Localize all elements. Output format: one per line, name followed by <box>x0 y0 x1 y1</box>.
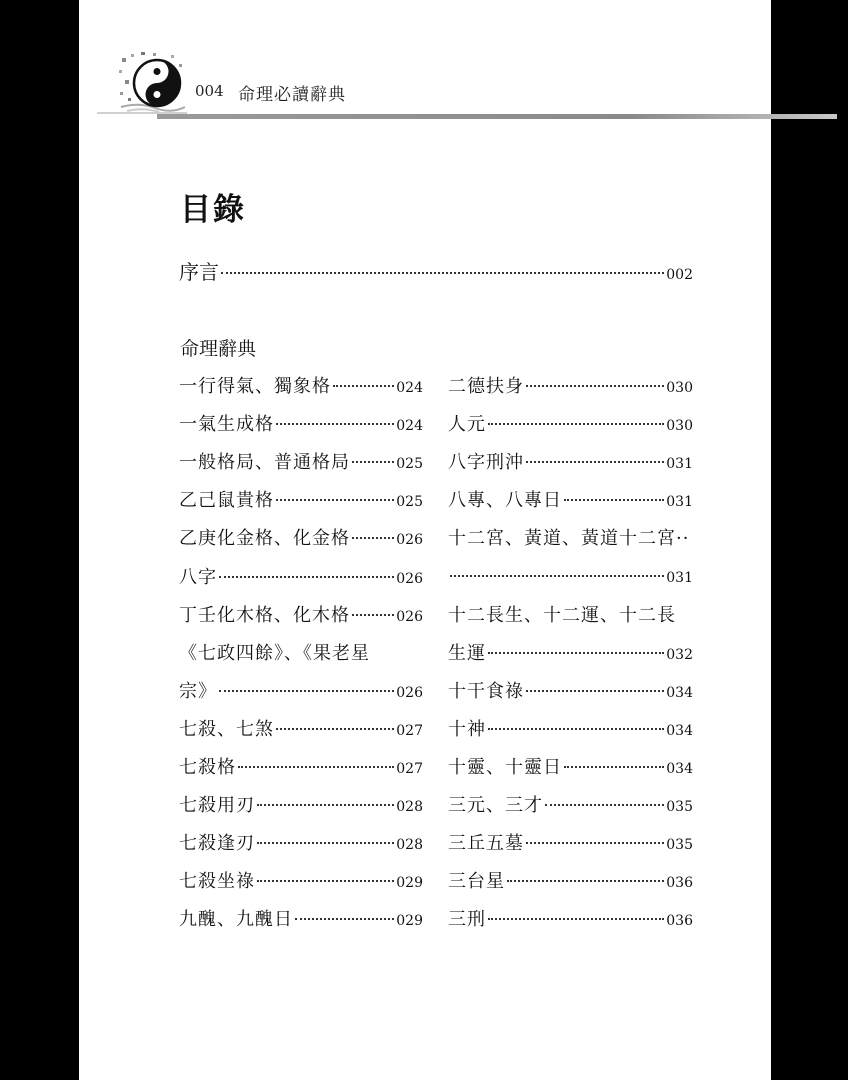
toc-entry[interactable] <box>179 563 423 593</box>
toc-entry-page: 029 <box>396 875 423 891</box>
leader-dots <box>352 537 394 539</box>
toc-entry[interactable] <box>179 829 423 859</box>
toc-entry[interactable] <box>448 448 693 478</box>
toc-entry[interactable] <box>448 829 693 859</box>
toc-entry-page: 024 <box>396 380 423 396</box>
toc-entry-label: 十靈、十靈日 <box>448 757 562 778</box>
toc-entry-label: 八字 <box>179 567 217 588</box>
toc-entry-continued[interactable]: 十二宮、黃道、黃道十二宮·· <box>448 528 690 549</box>
toc-entry-page: 028 <box>396 799 423 815</box>
leader-dots <box>526 461 664 463</box>
toc-entry-label: 三元、三才 <box>448 795 543 816</box>
leader-dots <box>488 918 664 920</box>
yin-yang-icon <box>119 52 185 114</box>
toc-entry-label: 七殺逢刃 <box>179 833 255 854</box>
toc-entry-label: 一行得氣、獨象格 <box>179 376 331 397</box>
toc-entry-page: 031 <box>666 456 693 472</box>
leader-dots <box>488 652 664 654</box>
leader-dots <box>257 880 394 882</box>
toc-entry[interactable] <box>179 715 423 745</box>
toc-entry[interactable] <box>179 867 423 897</box>
toc-entry-page: 036 <box>666 913 693 929</box>
header-rule <box>157 114 837 119</box>
running-header-title: 命理必讀辭典 <box>238 85 346 105</box>
toc-entry-page: 002 <box>666 267 693 283</box>
toc-entry-page: 025 <box>396 456 423 472</box>
toc-entry[interactable] <box>179 905 423 935</box>
leader-dots <box>257 804 394 806</box>
toc-entry[interactable] <box>448 677 693 707</box>
toc-entry-page: 027 <box>396 723 423 739</box>
toc-entry-page: 032 <box>666 647 693 663</box>
toc-entry-label: 一氣生成格 <box>179 414 274 435</box>
toc-entry-label: 九醜、九醜日 <box>179 909 293 930</box>
toc-entry[interactable] <box>448 715 693 745</box>
toc-entry[interactable] <box>448 639 693 669</box>
leader-dots <box>352 461 394 463</box>
page-number: 004 <box>195 82 224 100</box>
leader-dots <box>450 575 664 577</box>
toc-entry-page: 026 <box>396 571 423 587</box>
toc-entry[interactable] <box>179 601 423 631</box>
toc-entry-page: 026 <box>396 609 423 625</box>
toc-entry-label: 生運 <box>448 643 486 664</box>
toc-entry-label: 三丘五墓 <box>448 833 524 854</box>
toc-entry[interactable] <box>448 791 693 821</box>
leader-dots <box>507 880 664 882</box>
toc-entry-page: 034 <box>666 685 693 701</box>
leader-dots <box>564 499 664 501</box>
toc-entry-label: 七殺、七煞 <box>179 719 274 740</box>
toc-entry-label: 十干食祿 <box>448 681 524 702</box>
leader-dots <box>545 804 664 806</box>
toc-entry[interactable] <box>179 677 423 707</box>
toc-entry-page: 031 <box>666 570 693 586</box>
leader-dots <box>238 766 394 768</box>
toc-entry-page: 035 <box>666 799 693 815</box>
toc-entry-page: 029 <box>396 913 423 929</box>
toc-entry-label: 七殺坐祿 <box>179 871 255 892</box>
toc-entry[interactable] <box>179 524 423 554</box>
toc-entry-label: 乙己鼠貴格 <box>179 490 274 511</box>
toc-entry-page: 026 <box>396 532 423 548</box>
leader-dots <box>488 728 664 730</box>
leader-dots <box>295 918 394 920</box>
toc-entry-page: 024 <box>396 418 423 434</box>
toc-entry-label: 三台星 <box>448 871 505 892</box>
toc-entry-label: 十神 <box>448 719 486 740</box>
toc-entry-page: 026 <box>396 685 423 701</box>
leader-dots <box>219 690 394 692</box>
toc-entry-label: 宗》 <box>179 681 217 702</box>
toc-entry-page: 034 <box>666 761 693 777</box>
section-heading: 命理辭典 <box>180 338 257 360</box>
toc-entry-page: 035 <box>666 837 693 853</box>
toc-entry-label: 人元 <box>448 414 486 435</box>
leader-dots <box>257 842 394 844</box>
toc-entry[interactable] <box>179 791 423 821</box>
toc-entry-preface[interactable] <box>179 257 693 287</box>
leader-dots <box>526 690 664 692</box>
toc-entry[interactable] <box>448 486 693 516</box>
toc-entry-label: 八字刑沖 <box>448 452 524 473</box>
leader-dots <box>276 423 394 425</box>
leader-dots <box>221 272 664 274</box>
toc-entry[interactable] <box>179 448 423 478</box>
toc-entry-page: 027 <box>396 761 423 777</box>
toc-entry-label: 序言 <box>179 260 219 284</box>
leader-dots <box>276 499 394 501</box>
toc-entry-label: 八專、八專日 <box>448 490 562 511</box>
toc-entry[interactable] <box>179 410 423 440</box>
toc-entry-label: 乙庚化金格、化金格 <box>179 528 350 549</box>
toc-entry[interactable] <box>448 753 693 783</box>
toc-entry-label: 一般格局、普通格局 <box>179 452 350 473</box>
leader-dots <box>564 766 664 768</box>
leader-dots <box>333 385 394 387</box>
toc-entry-label: 丁壬化木格、化木格 <box>179 605 350 626</box>
toc-entry[interactable] <box>179 486 423 516</box>
book-page <box>79 0 771 1080</box>
toc-entry[interactable] <box>448 905 693 935</box>
toc-entry-page: 030 <box>666 380 693 396</box>
toc-entry-label: 七殺格 <box>179 757 236 778</box>
toc-entry-page: 025 <box>396 494 423 510</box>
toc-entry-label: 七殺用刃 <box>179 795 255 816</box>
toc-entry[interactable] <box>448 563 693 593</box>
toc-entry-continued[interactable]: 《七政四餘》、《果老星 <box>179 643 370 664</box>
leader-dots <box>352 614 394 616</box>
leader-dots <box>488 423 664 425</box>
toc-entry-page: 030 <box>666 418 693 434</box>
leader-dots <box>526 842 664 844</box>
toc-entry[interactable] <box>179 372 423 402</box>
toc-entry-label: 三刑 <box>448 909 486 930</box>
leader-dots <box>276 728 394 730</box>
toc-entry-page: 036 <box>666 875 693 891</box>
toc-entry-label: 二德扶身 <box>448 376 524 397</box>
toc-entry[interactable] <box>448 372 693 402</box>
toc-entry-page: 028 <box>396 837 423 853</box>
toc-entry[interactable] <box>448 410 693 440</box>
leader-dots <box>526 385 664 387</box>
toc-entry-page: 034 <box>666 723 693 739</box>
toc-entry-continued[interactable]: 十二長生、十二運、十二長 <box>448 605 676 626</box>
toc-entry-page: 031 <box>666 494 693 510</box>
toc-heading: 目錄 <box>180 192 246 228</box>
toc-entry[interactable] <box>448 867 693 897</box>
toc-entry[interactable] <box>179 753 423 783</box>
leader-dots <box>219 576 394 578</box>
